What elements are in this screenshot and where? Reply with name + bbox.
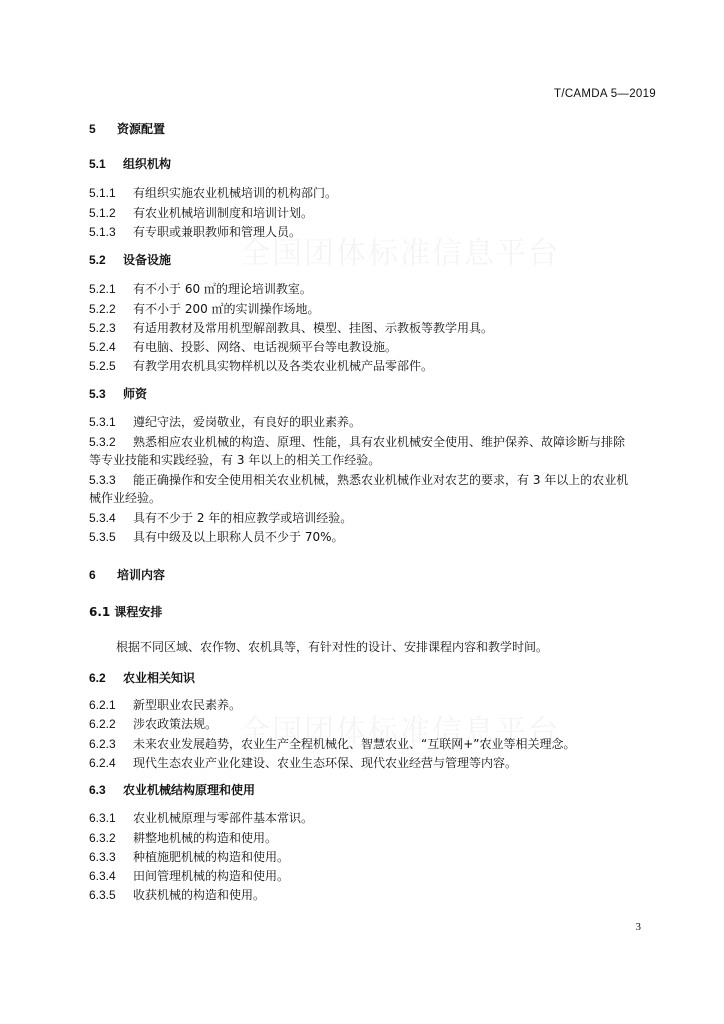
- clause: [89, 281, 312, 297]
- clause-number: 5.3.4: [89, 511, 116, 525]
- subsection-number: 6.2: [89, 671, 106, 685]
- clause-number: 6.2.4: [89, 756, 116, 770]
- subsection-title: 组织机构: [123, 157, 172, 171]
- clause-text: 具有中级及以上职称人员不少于 70%。: [133, 530, 344, 544]
- clause-text: 能正确操作和安全使用相关农业机械，熟悉农业机械作业对农艺的要求，有 3 年以上的农业机: [133, 473, 629, 487]
- clause-text: 具有不少于 2 年的相应教学或培训经验。: [133, 511, 353, 525]
- clause: [89, 224, 301, 240]
- section-title: 培训内容: [117, 568, 166, 582]
- subsection-heading: [89, 386, 147, 402]
- subsection-heading: [89, 782, 255, 798]
- clause-number: 5.2.4: [89, 340, 116, 354]
- clause-continuation: 械作业经验。: [89, 491, 162, 505]
- clause-number: 5.1.2: [89, 206, 116, 220]
- clause-number: 5.1.1: [89, 186, 116, 200]
- clause-number: 5.2.1: [89, 282, 116, 296]
- subsection-heading: [89, 252, 171, 268]
- clause-text: 熟悉相应农业机械的构造、原理、性能，具有农业机械安全使用、维护保养、故障诊断与排除: [133, 435, 626, 449]
- section-number: 5: [89, 122, 96, 136]
- clause: [89, 510, 352, 526]
- clause: [89, 185, 337, 201]
- section-number: 6: [89, 568, 96, 582]
- clause: [89, 472, 628, 488]
- clause: [89, 830, 277, 846]
- section-heading: [89, 121, 165, 137]
- section-title: 资源配置: [117, 122, 166, 136]
- clause: [89, 849, 289, 865]
- clause-text: 有电脑、投影、网络、电话视频平台等电教设施。: [133, 340, 398, 354]
- clause-number: 6.3.5: [89, 888, 116, 902]
- clause-number: 5.2.5: [89, 359, 116, 373]
- subsection-heading: [89, 156, 171, 172]
- clause-text: 种植施肥机械的构造和使用。: [133, 850, 290, 864]
- clause-number: 5.3.3: [89, 473, 116, 487]
- clause-number: 6.3.4: [89, 869, 116, 883]
- clause-text: 遵纪守法，爱岗敬业，有良好的职业素养。: [133, 415, 362, 429]
- clause-number: 5.3.2: [89, 435, 116, 449]
- clause: [89, 414, 361, 430]
- subsection-title: 农业机械结构原理和使用: [123, 783, 256, 797]
- clause-text: 未来农业发展趋势，农业生产全程机械化、智慧农业、“互联网+”农业等相关理念。: [133, 737, 576, 751]
- clause: [89, 868, 289, 884]
- clause-number: 6.2.1: [89, 698, 116, 712]
- clause: [89, 358, 433, 374]
- clause-text: 有不小于 200 ㎡的实训操作场地。: [133, 302, 320, 316]
- clause-continuation: 等专业技能和实践经验，有 3 年以上的相关工作经验。: [89, 453, 381, 467]
- clause-text: 农业机械原理与零部件基本常识。: [133, 811, 314, 825]
- clause-text: 有教学用农机具实物样机以及各类农业机械产品零部件。: [133, 359, 434, 373]
- clause: [89, 320, 493, 336]
- clause: [89, 810, 313, 826]
- section-heading: [89, 567, 165, 583]
- clause: [89, 887, 265, 903]
- clause-number: 6.3.2: [89, 831, 116, 845]
- clause: [89, 755, 517, 771]
- clause-text: 现代生态农业产业化建设、农业生态环保、现代农业经营与管理等内容。: [133, 756, 518, 770]
- subsection-title: 农业相关知识: [123, 671, 196, 685]
- clause-number: 6.2.3: [89, 737, 116, 751]
- subsection-title: 设备设施: [123, 253, 172, 267]
- subsection-number: 6.3: [89, 783, 106, 797]
- clause-number: 6.3.3: [89, 850, 116, 864]
- clause-text: 有农业机械培训制度和培训计划。: [133, 206, 314, 220]
- clause: [89, 736, 576, 752]
- clause-text: 田间管理机械的构造和使用。: [133, 869, 290, 883]
- subsection-heading: [89, 670, 195, 686]
- clause-number: 6.2.2: [89, 717, 116, 731]
- clause-text: 涉农政策法规。: [133, 717, 218, 731]
- clause-number: 5.2.3: [89, 321, 116, 335]
- clause: [89, 716, 217, 732]
- clause-number: 5.3.1: [89, 415, 116, 429]
- page-number: 3: [635, 921, 641, 933]
- clause-text: 耕整地机械的构造和使用。: [133, 831, 278, 845]
- clause-text: 有专职或兼职教师和管理人员。: [133, 225, 302, 239]
- clause-number: 5.1.3: [89, 225, 116, 239]
- subsection-number: 5.2: [89, 253, 106, 267]
- subsection-number: 5.3: [89, 387, 106, 401]
- clause-number: 6.3.1: [89, 811, 116, 825]
- clause-text: 新型职业农民素养。: [133, 698, 242, 712]
- clause: [89, 697, 241, 713]
- clause: [89, 434, 625, 450]
- clause: [89, 529, 344, 545]
- clause: [89, 301, 320, 317]
- clause-number: 5.3.5: [89, 530, 116, 544]
- clause-text: 有组织实施农业机械培训的机构部门。: [133, 186, 338, 200]
- standard-code: T/CAMDA 5—2019: [554, 88, 656, 100]
- subsection-number: 5.1: [89, 157, 106, 171]
- clause: [89, 339, 397, 355]
- clause: [89, 205, 313, 221]
- clause-number: 5.2.2: [89, 302, 116, 316]
- subsection-heading: 6.1 课程安排: [89, 605, 163, 619]
- clause-text: 有不小于 60 ㎡的理论培训教室。: [133, 282, 312, 296]
- clause-text: 收获机械的构造和使用。: [133, 888, 266, 902]
- clause-text: 有适用教材及常用机型解剖教具、模型、挂图、示教板等教学用具。: [133, 321, 494, 335]
- paragraph: 根据不同区域、农作物、农机具等，有针对性的设计、安排课程内容和教学时间。: [116, 640, 549, 654]
- subsection-title: 师资: [123, 387, 148, 401]
